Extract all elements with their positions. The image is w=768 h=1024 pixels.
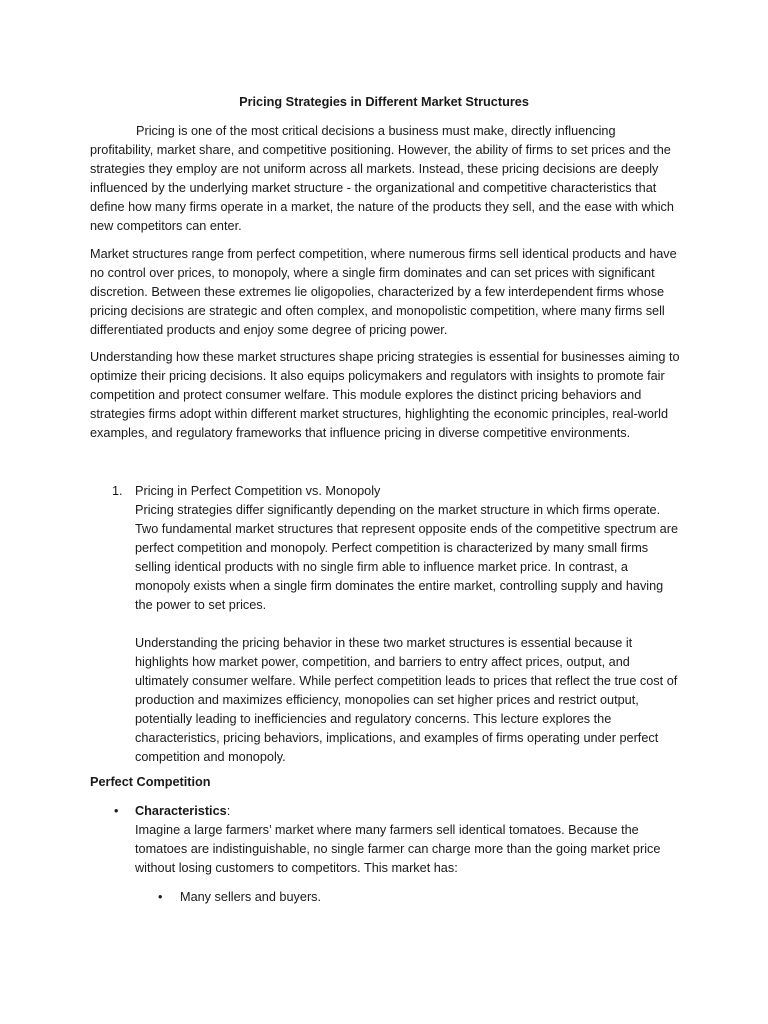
characteristics-label-line: [135, 802, 680, 821]
intro-paragraph-1: Pricing is one of the most critical decisions a business must make, directly influencing profitability, market share, and competitive positioning. However, the ability of firms to set prices and the strategies they employ are not uniform across all markets. Instead, these pricing decisions are deeply influenced by the underlying market structure - the organizational and competitive characteristics that define how many firms operate in a market, the nature of the products they sell, and the ease with which new competitors can enter.: [90, 124, 674, 233]
list-number: 1.: [112, 484, 123, 498]
paragraph-gap: [135, 615, 680, 634]
section-1-paragraph-2: Understanding the pricing behavior in these two market structures is essential because it highlights how market power, competition, and barriers to entry affect prices, output, and ultimately consumer welfare. While perfect competition leads to prices that reflect the true cost of production and maximizes efficiency, monopolies can set higher prices and restrict output, potentially leading to inefficiencies and regulatory concerns. This lecture explores the characteristics, pricing behaviors, implications, and examples of firms operating under perfect competition and monopoly.: [135, 636, 678, 764]
section-1-paragraph-1: Pricing strategies differ significantly depending on the market structure in which firms operate. Two fundamental market structures that represent opposite ends of the competitive spectrum are perfect competition and monopoly. Perfect competition is characterized by many small firms selling identical products with no single firm able to influence market price. In contrast, a monopoly exists when a single firm dominates the entire market, controlling supply and having the power to set prices.: [135, 503, 679, 612]
intro-paragraph-3: Understanding how these market structures shape pricing strategies is essential for businesses aiming to optimize their pricing decisions. It also equips policymakers and regulators with insights to promote fair competition and protect consumer welfare. This module explores the distinct pricing behaviors and strategies firms adopt within different market structures, highlighting the economic principles, real-world examples, and regulatory frameworks that influence pricing in diverse competitive environments.: [90, 350, 680, 440]
characteristics-body: [135, 802, 680, 878]
characteristics-label: Characteristics: [135, 804, 227, 818]
document-title: Pricing Strategies in Different Market Structures: [239, 95, 529, 109]
bullet-icon: •: [114, 804, 119, 818]
sub-bullet-icon: •: [158, 890, 163, 904]
section-1-heading: Pricing in Perfect Competition vs. Monopoly: [135, 484, 381, 498]
characteristics-text: Imagine a large farmers’ market where many farmers sell identical tomatoes. Because the tomatoes are indistinguishable, no single farmer can charge more than the going market price without losing customers to competitors. This market has:: [135, 823, 661, 875]
characteristics-colon: :: [226, 804, 231, 818]
sub-bullet-text: Many sellers and buyers.: [180, 890, 322, 904]
intro-paragraph-2: Market structures range from perfect competition, where numerous firms sell identical products and have no control over prices, to monopoly, where a single firm dominates and can set prices with significant discretion. Between these extremes lie oligopolies, characterized by a few interdependent firms whose pricing decisions are strategic and often complex, and monopolistic competition, where many firms sell differentiated products and enjoy some degree of pricing power.: [90, 247, 677, 337]
list-item-body: [135, 482, 680, 767]
perfect-competition-heading: Perfect Competition: [90, 775, 211, 789]
